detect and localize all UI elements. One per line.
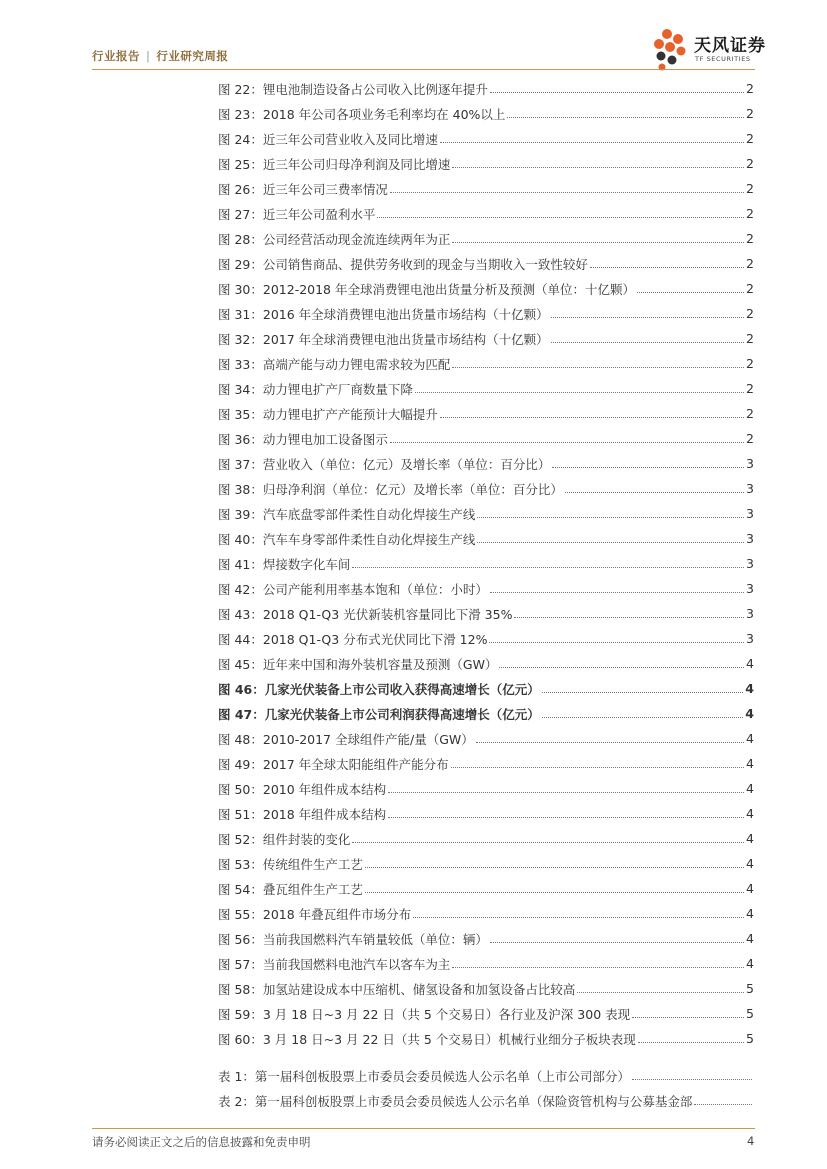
footer-rule [92, 1128, 755, 1129]
entry-page-number: 5 [746, 1006, 754, 1021]
header-separator: | [146, 49, 151, 63]
dot-leader [390, 192, 744, 193]
figure-index-entry[interactable] [218, 876, 754, 901]
dot-leader [476, 742, 744, 743]
figure-index-entry[interactable] [218, 751, 754, 776]
entry-label: 图 37：营业收入（单位：亿元）及增长率（单位：百分比） [218, 456, 551, 472]
entry-page-number: 2 [746, 406, 754, 421]
entry-label: 图 36：动力锂电加工设备图示 [218, 431, 388, 447]
entry-label: 图 28：公司经营活动现金流连续两年为正 [218, 231, 451, 247]
figure-index-entry[interactable] [218, 576, 754, 601]
figure-index-entry[interactable] [218, 926, 754, 951]
dot-leader [440, 417, 744, 418]
header-rule [92, 69, 755, 70]
table-index-entry[interactable] [218, 1063, 754, 1088]
dot-leader [452, 167, 744, 168]
entry-label: 图 35：动力锂电扩产产能预计大幅提升 [218, 406, 438, 422]
entry-label: 图 57：当前我国燃料电池汽车以客车为主 [218, 956, 451, 972]
entry-page-number: 4 [746, 931, 754, 946]
dot-leader [413, 917, 744, 918]
entry-label: 图 54：叠瓦组件生产工艺 [218, 881, 363, 897]
dot-leader [440, 142, 744, 143]
entry-page-number: 4 [745, 706, 754, 721]
entry-label: 图 25：近三年公司归母净利润及同比增速 [218, 156, 451, 172]
dot-leader [499, 667, 744, 668]
dot-leader [452, 367, 744, 368]
entry-label: 图 53：传统组件生产工艺 [218, 856, 363, 872]
entry-page-number: 2 [746, 131, 754, 146]
dot-leader [352, 842, 744, 843]
entry-label: 图 48：2010-2017 全球组件产能/量（GW） [218, 731, 474, 747]
figure-index-entry[interactable] [218, 651, 754, 676]
dot-leader [490, 942, 744, 943]
figure-index [218, 76, 754, 1113]
entry-label: 图 34：动力锂电扩产厂商数量下降 [218, 381, 413, 397]
section-gap [218, 1051, 754, 1063]
dot-leader [477, 542, 744, 543]
entry-page-number: 3 [746, 556, 754, 571]
figure-index-entry[interactable] [218, 101, 754, 126]
figure-index-entry[interactable] [218, 826, 754, 851]
entry-page-number: 2 [746, 156, 754, 171]
entry-page-number: 4 [746, 856, 754, 871]
dot-leader [590, 267, 744, 268]
dot-leader [514, 617, 744, 618]
dot-leader [415, 392, 744, 393]
entry-page-number: 2 [746, 106, 754, 121]
entry-label: 表 1：第一届科创板股票上市委员会委员候选人公示名单（上市公司部分） [218, 1068, 630, 1084]
entry-label: 图 44：2018 Q1-Q3 分布式光伏同比下滑 12% [218, 631, 488, 647]
entry-label: 图 60：3 月 18 日~3 月 22 日（共 5 个交易日）机械行业细分子板块表现 [218, 1031, 636, 1047]
entry-page-number: 4 [745, 681, 754, 696]
entry-page-number: 2 [746, 181, 754, 196]
figure-index-entry[interactable] [218, 176, 754, 201]
dot-leader [452, 242, 744, 243]
entry-label: 图 32：2017 年全球消费锂电池出货量市场结构（十亿颗） [218, 331, 549, 347]
figure-index-entry[interactable] [218, 476, 754, 501]
entry-page-number: 3 [746, 606, 754, 621]
dot-leader [490, 592, 744, 593]
entry-label: 图 46：几家光伏装备上市公司收入获得高速增长（亿元） [218, 681, 540, 697]
dot-leader [477, 517, 744, 518]
logo-name: 天风证券 [694, 36, 766, 56]
report-category: 行业报告 [92, 49, 140, 63]
entry-page-number: 3 [746, 481, 754, 496]
entry-page-number: 2 [746, 381, 754, 396]
entry-page-number: 4 [746, 656, 754, 671]
dot-leader [452, 967, 744, 968]
entry-page-number: 3 [746, 531, 754, 546]
footer-page-number: 4 [747, 1134, 755, 1148]
dot-leader [542, 717, 744, 718]
entry-page-number: 2 [746, 331, 754, 346]
logo-subtitle: TF SECURITIES [695, 55, 751, 63]
entry-page-number: 5 [746, 981, 754, 996]
dot-leader [551, 342, 744, 343]
entry-page-number: 2 [746, 231, 754, 246]
entry-label: 图 38：归母净利润（单位：亿元）及增长率（单位：百分比） [218, 481, 563, 497]
dot-leader [507, 117, 744, 118]
entry-page-number: 4 [746, 956, 754, 971]
figure-index-entry[interactable] [218, 401, 754, 426]
figure-index-entry[interactable] [218, 301, 754, 326]
report-header [92, 48, 228, 64]
figure-index-entry[interactable] [218, 726, 754, 751]
entry-label: 图 40：汽车车身零部件柔性自动化焊接生产线 [218, 531, 476, 547]
figure-index-entry[interactable] [218, 601, 754, 626]
figure-index-entry[interactable] [218, 226, 754, 251]
figure-index-entry[interactable] [218, 851, 754, 876]
dot-leader [552, 467, 744, 468]
entry-page-number: 4 [746, 756, 754, 771]
entry-page-number: 2 [746, 81, 754, 96]
figure-index-entry[interactable] [218, 676, 754, 701]
entry-label: 图 31：2016 年全球消费锂电池出货量市场结构（十亿颗） [218, 306, 549, 322]
footer-disclaimer: 请务必阅读正文之后的信息披露和免责申明 [92, 1135, 311, 1149]
dot-leader [377, 217, 744, 218]
dot-leader [694, 1104, 752, 1105]
entry-label: 图 49：2017 年全球太阳能组件产能分布 [218, 756, 449, 772]
entry-label: 图 51：2018 年组件成本结构 [218, 806, 387, 822]
figure-index-entry[interactable] [218, 801, 754, 826]
dot-leader [365, 867, 744, 868]
entry-label: 图 47：几家光伏装备上市公司利润获得高速增长（亿元） [218, 706, 540, 722]
figure-index-entry[interactable] [218, 426, 754, 451]
figure-index-entry[interactable] [218, 551, 754, 576]
entry-label: 图 59：3 月 18 日~3 月 22 日（共 5 个交易日）各行业及沪深 300 表现 [218, 1006, 631, 1022]
entry-page-number: 2 [746, 431, 754, 446]
entry-label: 图 58：加氢站建设成本中压缩机、储氢设备和加氢设备占比较高 [218, 981, 576, 997]
figure-index-entry[interactable] [218, 526, 754, 551]
entry-page-number: 3 [746, 631, 754, 646]
figure-index-entry[interactable] [218, 901, 754, 926]
dot-leader [632, 1079, 752, 1080]
entry-label: 图 33：高端产能与动力锂电需求较为匹配 [218, 356, 451, 372]
tf-securities-logo [650, 26, 770, 74]
entry-label: 图 39：汽车底盘零部件柔性自动化焊接生产线 [218, 506, 476, 522]
figure-index-entry[interactable] [218, 1026, 754, 1051]
entry-page-number: 3 [746, 456, 754, 471]
entry-label: 图 50：2010 年组件成本结构 [218, 781, 387, 797]
entry-label: 图 43：2018 Q1-Q3 光伏新装机容量同比下滑 35% [218, 606, 513, 622]
dot-leader [388, 817, 744, 818]
figure-index-entry[interactable] [218, 351, 754, 376]
entry-label: 表 2：第一届科创板股票上市委员会委员候选人公示名单（保险资管机构与公募基金部 [218, 1093, 693, 1109]
figure-index-entry[interactable] [218, 76, 754, 101]
dot-leader [638, 1042, 744, 1043]
dot-leader [365, 892, 744, 893]
entry-label: 图 22：锂电池制造设备占公司收入比例逐年提升 [218, 81, 488, 97]
figure-index-entry[interactable] [218, 976, 754, 1001]
dot-leader [390, 442, 744, 443]
figure-index-entry[interactable] [218, 451, 754, 476]
entry-label: 图 29：公司销售商品、提供劳务收到的现金与当期收入一致性较好 [218, 256, 588, 272]
entry-label: 图 56：当前我国燃料汽车销量较低（单位：辆） [218, 931, 488, 947]
entry-label: 图 27：近三年公司盈利水平 [218, 206, 376, 222]
report-subcategory: 行业研究周报 [156, 49, 229, 63]
figure-index-entry[interactable] [218, 501, 754, 526]
entry-page-number: 2 [746, 206, 754, 221]
entry-label: 图 30：2012-2018 年全球消费锂电池出货量分析及预测（单位：十亿颗） [218, 281, 635, 297]
dot-leader [352, 567, 744, 568]
entry-page-number: 4 [746, 831, 754, 846]
figure-index-entry[interactable] [218, 951, 754, 976]
entry-page-number: 4 [746, 906, 754, 921]
dot-leader [637, 292, 744, 293]
dot-leader [551, 317, 744, 318]
dot-leader [388, 792, 744, 793]
entry-label: 图 26：近三年公司三费率情况 [218, 181, 388, 197]
figure-index-entry[interactable] [218, 276, 754, 301]
figure-index-entry[interactable] [218, 251, 754, 276]
dot-leader [565, 492, 744, 493]
table-index-entry[interactable] [218, 1088, 754, 1113]
dot-leader [577, 992, 744, 993]
dot-leader [490, 92, 744, 93]
entry-page-number: 4 [746, 806, 754, 821]
figure-index-entry[interactable] [218, 151, 754, 176]
figure-index-entry[interactable] [218, 126, 754, 151]
figure-index-entry[interactable] [218, 201, 754, 226]
entry-label: 图 23：2018 年公司各项业务毛利率均在 40%以上 [218, 106, 506, 122]
entry-page-number: 3 [746, 506, 754, 521]
dot-leader [451, 767, 744, 768]
figure-index-entry[interactable] [218, 326, 754, 351]
figure-index-entry[interactable] [218, 701, 754, 726]
entry-page-number: 2 [746, 256, 754, 271]
entry-page-number: 2 [746, 356, 754, 371]
figure-index-entry[interactable] [218, 376, 754, 401]
dot-leader [489, 642, 744, 643]
figure-index-entry[interactable] [218, 1001, 754, 1026]
entry-label: 图 52：组件封装的变化 [218, 831, 351, 847]
figure-index-entry[interactable] [218, 776, 754, 801]
entry-label: 图 42：公司产能利用率基本饱和（单位：小时） [218, 581, 488, 597]
entry-page-number: 4 [746, 881, 754, 896]
entry-label: 图 24：近三年公司营业收入及同比增速 [218, 131, 438, 147]
entry-page-number: 2 [746, 306, 754, 321]
entry-page-number: 5 [746, 1031, 754, 1046]
entry-page-number: 3 [746, 581, 754, 596]
figure-index-entry[interactable] [218, 626, 754, 651]
entry-label: 图 55：2018 年叠瓦组件市场分布 [218, 906, 412, 922]
entry-label: 图 41：焊接数字化车间 [218, 556, 351, 572]
entry-page-number: 2 [746, 281, 754, 296]
dot-leader [632, 1017, 744, 1018]
logo-mark-icon [650, 26, 694, 72]
dot-leader [542, 692, 744, 693]
entry-label: 图 45：近年来中国和海外装机容量及预测（GW） [218, 656, 498, 672]
entry-page-number: 4 [746, 781, 754, 796]
entry-page-number: 4 [746, 731, 754, 746]
